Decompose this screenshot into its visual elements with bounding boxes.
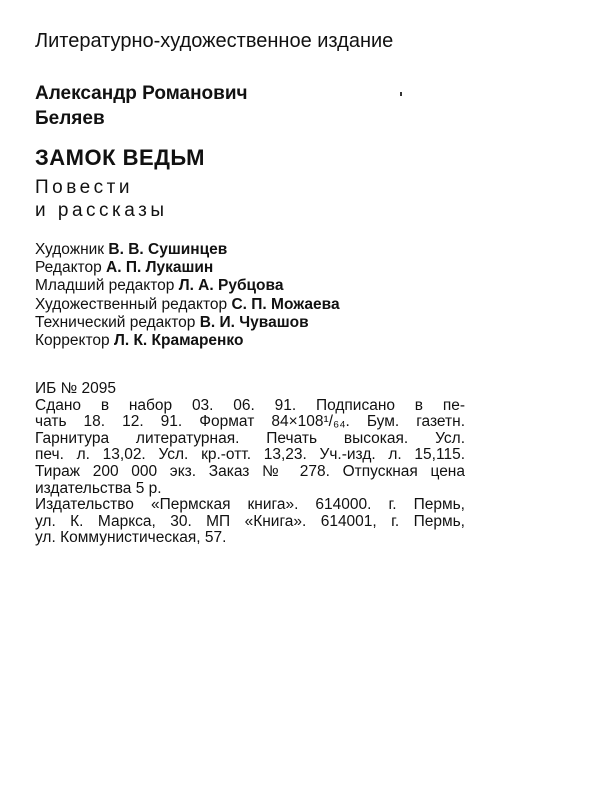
publication-genre: Литературно-художественное издание — [35, 30, 394, 52]
credit-role: Младший редактор — [35, 277, 175, 295]
imprint-line: Издательство «Пермская книга». 614000. г. Пермь, — [35, 496, 465, 514]
imprint-block — [35, 381, 465, 547]
author-surname: Беляев — [35, 108, 105, 129]
credit-role: Художественный редактор — [35, 295, 228, 313]
credit-role: Технический редактор — [35, 313, 196, 331]
imprint-line: Сдано в набор 03. 06. 91. Подписано в пе- — [35, 396, 465, 414]
credit-name: Л. К. Крамаренко — [113, 332, 244, 350]
author-block — [35, 81, 248, 131]
credit-row — [35, 259, 340, 277]
credit-name: Л. А. Рубцова — [178, 277, 284, 295]
credit-row — [35, 332, 340, 350]
imprint-line: Тираж 200 000 экз. Заказ № 278. Отпускная цена — [35, 462, 465, 480]
credits-list — [35, 241, 340, 350]
credit-row — [35, 241, 340, 259]
imprint-line: печ. л. 13,02. Усл. кр.-отт. 13,23. Уч.-изд. л. 15,115. — [35, 446, 465, 464]
credit-name: В. В. Сушинцев — [108, 241, 228, 258]
credit-row — [35, 314, 340, 332]
credit-row — [35, 296, 340, 314]
credit-role: Редактор — [35, 259, 102, 277]
credit-name: В. И. Чувашов — [199, 313, 309, 331]
imprint-line: издательства 5 р. — [35, 479, 162, 497]
credit-row — [35, 277, 340, 295]
imprint-line: Гарнитура литературная. Печать высокая. Усл. — [35, 429, 465, 447]
imprint-line: ул. Коммунистическая, 57. — [35, 529, 227, 547]
book-title: ЗАМОК ВЕДЬМ — [35, 145, 205, 170]
credit-name: С. П. Можаева — [231, 295, 340, 313]
subtitle-line-2: и рассказы — [35, 200, 168, 221]
credit-name: А. П. Лукашин — [106, 259, 214, 277]
author-first-names: Александр Романович — [35, 83, 248, 104]
imprint-ib-number: ИБ № 2095 — [35, 380, 117, 397]
print-speck — [400, 92, 402, 96]
subtitle-line-1: Повести — [35, 177, 133, 198]
credit-role: Художник — [35, 241, 105, 258]
imprint-line: чать 18. 12. 91. Формат 84×108¹/₆₄. Бум. газетн. — [35, 413, 465, 431]
credit-role: Корректор — [35, 332, 110, 350]
book-subtitle — [35, 176, 167, 222]
imprint-line: ул. К. Маркса, 30. МП «Книга». 614001, г. Пермь, — [35, 512, 465, 530]
